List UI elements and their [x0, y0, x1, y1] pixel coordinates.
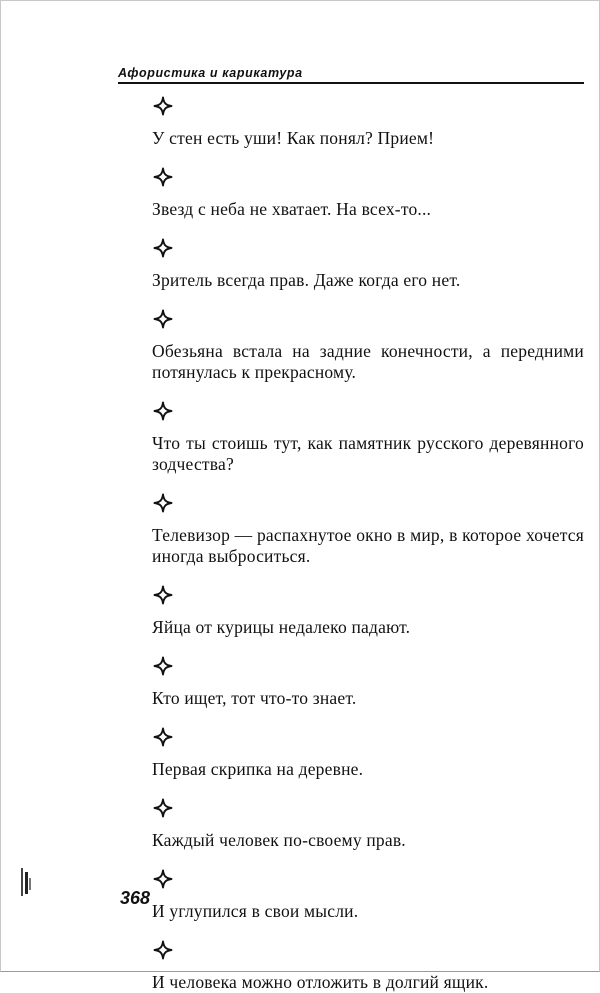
- running-head-title: Афористика и карикатура: [118, 66, 303, 80]
- aphorism-item: [152, 167, 584, 220]
- aphorism-text: Каждый человек по-своему прав.: [152, 830, 406, 850]
- four-point-star-icon: [153, 309, 173, 329]
- four-point-star-icon: [153, 798, 173, 818]
- aphorism-text: Обезьяна встала на задние конечности, а передними потянулась к прекрасному.: [152, 341, 584, 382]
- running-head: [118, 64, 584, 84]
- aphorism-text: Зритель всегда прав. Даже когда его нет.: [152, 270, 461, 290]
- four-point-star-icon: [153, 167, 173, 187]
- aphorism-item: [152, 585, 584, 638]
- page-number: 368: [120, 888, 151, 908]
- aphorism-text: Звезд с неба не хватает. На всех-то...: [152, 199, 432, 219]
- four-point-star-icon: [153, 96, 173, 116]
- aphorism-item: [152, 238, 584, 291]
- aphorism-list: [152, 96, 584, 993]
- scan-edge-mark: [18, 866, 34, 900]
- aphorism-text: И человека можно отложить в долгий ящик.: [152, 972, 489, 992]
- four-point-star-icon: [153, 493, 173, 513]
- aphorism-text: Кто ищет, тот что-то знает.: [152, 688, 357, 708]
- aphorism-text: Телевизор — распахнутое окно в мир, в которое хочется иногда выброситься.: [152, 525, 584, 566]
- aphorism-item: [152, 656, 584, 709]
- four-point-star-icon: [153, 869, 173, 889]
- four-point-star-icon: [153, 585, 173, 605]
- aphorism-item: [152, 309, 584, 383]
- aphorism-text: Яйца от курицы недалеко падают.: [152, 617, 411, 637]
- four-point-star-icon: [153, 238, 173, 258]
- aphorism-item: [152, 401, 584, 475]
- aphorism-item: [152, 869, 584, 922]
- four-point-star-icon: [153, 727, 173, 747]
- aphorism-item: [152, 940, 584, 993]
- aphorism-item: [152, 493, 584, 567]
- aphorism-item: [152, 96, 584, 149]
- aphorism-text: Что ты стоишь тут, как памятник русского деревянного зодчества?: [152, 433, 584, 474]
- aphorism-text: И углупился в свои мысли.: [152, 901, 359, 921]
- aphorism-text: Первая скрипка на деревне.: [152, 759, 364, 779]
- four-point-star-icon: [153, 401, 173, 421]
- four-point-star-icon: [153, 940, 173, 960]
- aphorism-text: У стен есть уши! Как понял? Прием!: [152, 128, 435, 148]
- aphorism-item: [152, 727, 584, 780]
- four-point-star-icon: [153, 656, 173, 676]
- aphorism-item: [152, 798, 584, 851]
